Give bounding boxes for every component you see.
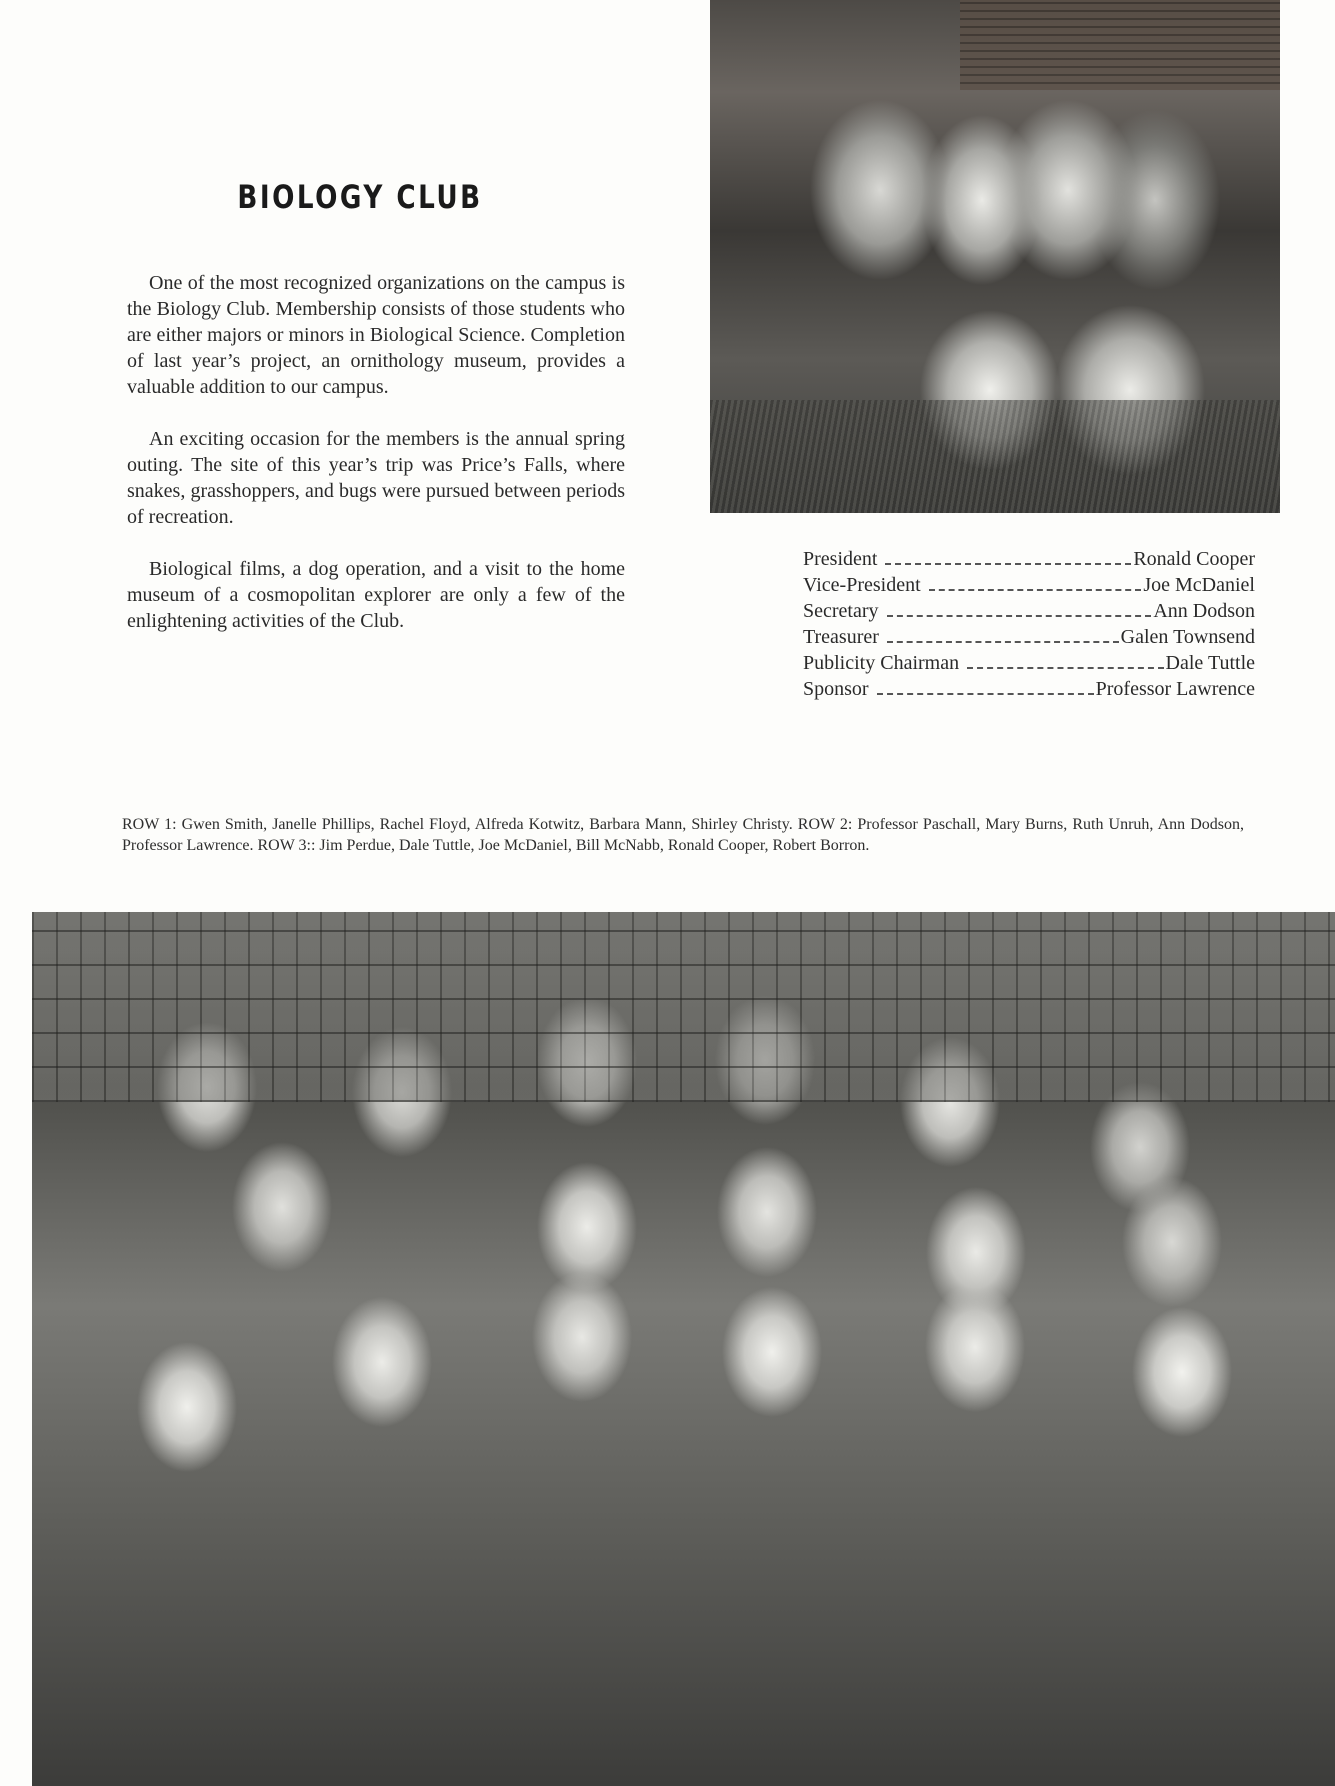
lawn-foreground xyxy=(710,400,1280,513)
paragraph-intro: One of the most recognized organizations on the campus is the Biology Club. Membership consists of those students who are either majors or minors in Biological Science. Completion of last year’s project, an ornithology museum, provides a valuable addition to our campus. xyxy=(127,272,625,398)
officer-role: Vice-President xyxy=(803,574,921,596)
officer-row-treasurer xyxy=(803,624,1255,650)
officer-name: Ann Dodson xyxy=(1153,600,1255,622)
officer-role: Publicity Chairman xyxy=(803,652,960,674)
group-photo xyxy=(32,912,1335,1786)
officer-row-president xyxy=(803,546,1255,572)
officer-row-publicity-chairman xyxy=(803,650,1255,676)
dotted-leader xyxy=(967,667,1163,669)
officers-photo xyxy=(710,0,1280,513)
dotted-leader xyxy=(929,589,1142,591)
dotted-leader xyxy=(887,641,1119,643)
officer-name: Joe McDaniel xyxy=(1143,574,1255,596)
dotted-leader xyxy=(877,693,1094,695)
officer-row-sponsor xyxy=(803,676,1255,702)
officer-name: Ronald Cooper xyxy=(1133,548,1255,570)
group-photo-caption: ROW 1: Gwen Smith, Janelle Phillips, Rachel Floyd, Alfreda Kotwitz, Barbara Mann, Shirley Christy. ROW 2: Professor Paschall, Mary Burns, Ruth Unruh, Ann Dodson, Professor Lawrence. ROW 3:: Jim Perdue, Dale Tuttle, Joe McDaniel, Bill McNabb, Ronald Cooper, Robert Borron. xyxy=(122,816,1244,854)
article-body xyxy=(127,270,625,660)
dotted-leader xyxy=(885,563,1131,565)
brick-building-backdrop xyxy=(960,0,1280,90)
officer-name: Professor Lawrence xyxy=(1095,678,1255,700)
officer-row-secretary xyxy=(803,598,1255,624)
page-title: BIOLOGY CLUB xyxy=(237,178,483,216)
officer-role: Sponsor xyxy=(803,678,869,700)
officer-role: President xyxy=(803,548,878,570)
officer-name: Galen Townsend xyxy=(1120,626,1255,648)
wall-slat-lines xyxy=(32,912,1335,1102)
officers-list xyxy=(803,546,1255,702)
officer-role: Treasurer xyxy=(803,626,879,648)
officer-name: Dale Tuttle xyxy=(1165,652,1255,674)
paragraph-outing: An exciting occasion for the members is the annual spring outing. The site of this year’s trip was Price’s Falls, where snakes, grasshoppers, and bugs were pursued between periods of recreation. xyxy=(127,428,625,528)
officer-role: Secretary xyxy=(803,600,879,622)
paragraph-activities: Biological films, a dog operation, and a visit to the home museum of a cosmopolitan explorer are only a few of the enlightening activities of the Club. xyxy=(127,558,625,632)
officer-row-vice-president xyxy=(803,572,1255,598)
dotted-leader xyxy=(887,615,1152,617)
